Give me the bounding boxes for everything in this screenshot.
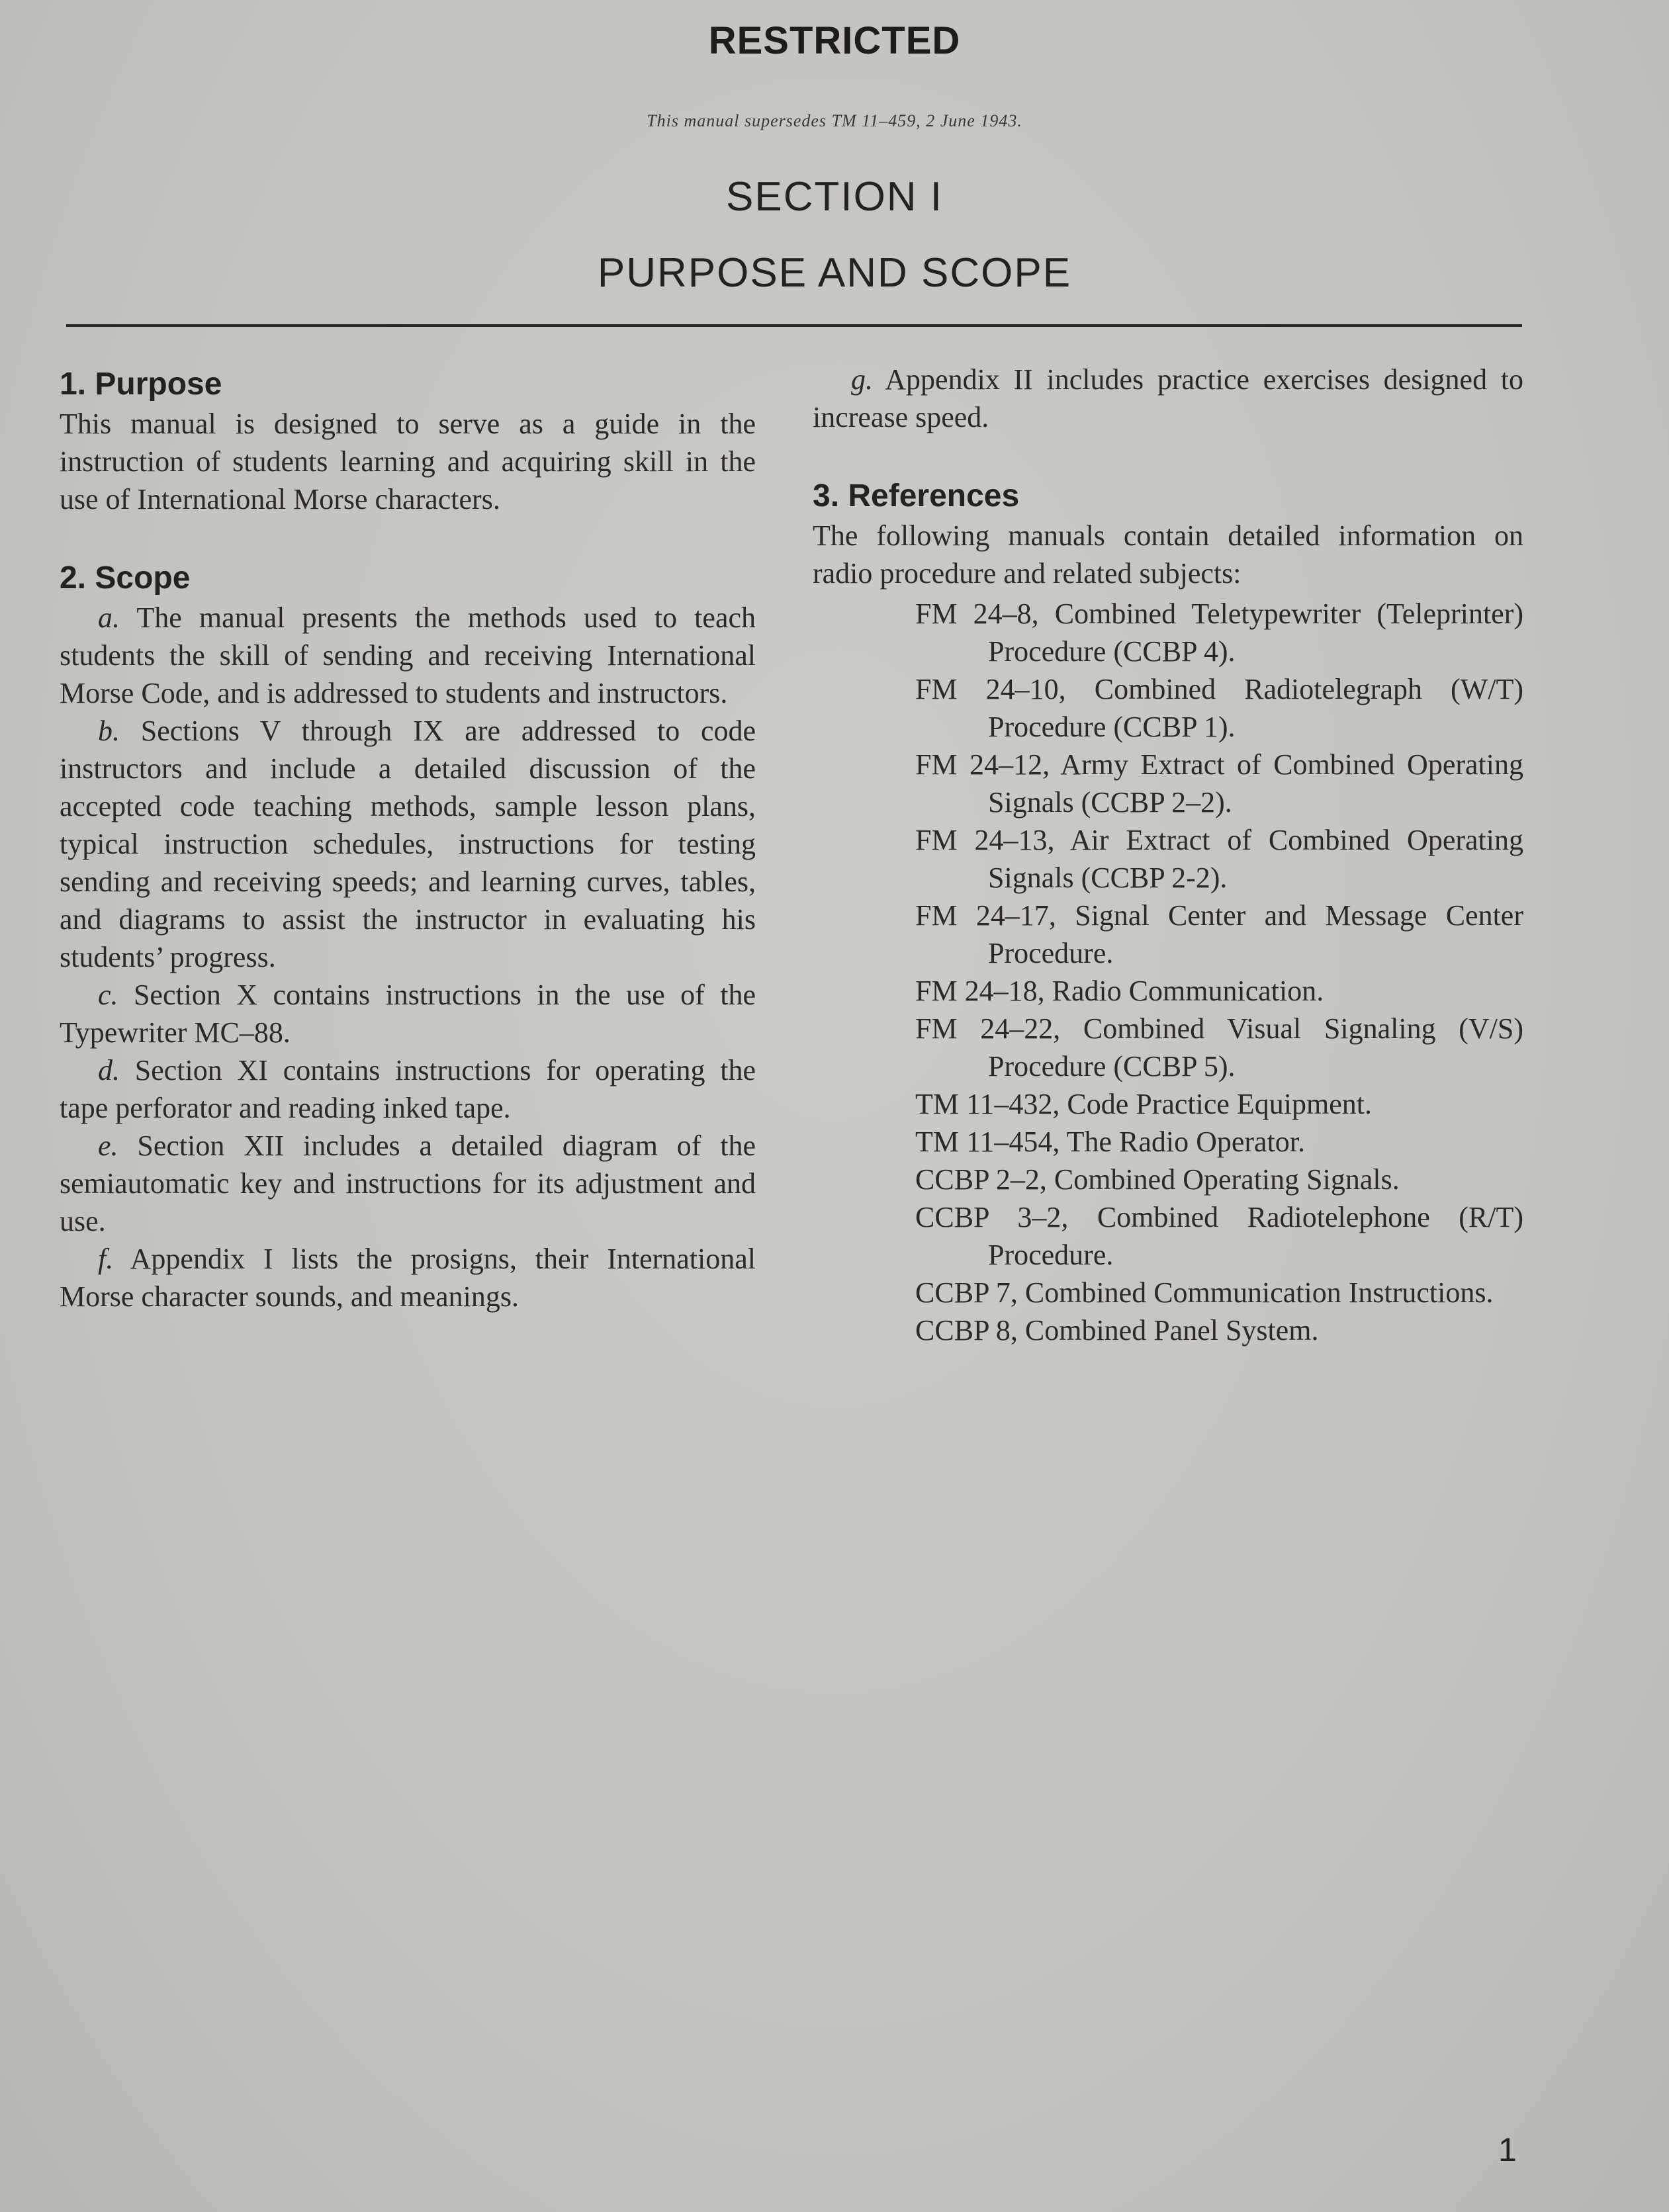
- reference-item: CCBP 2–2, Combined Operating Signals.: [915, 1163, 1400, 1196]
- scope-item: [60, 1127, 756, 1240]
- scope-item-text: Section X contains instructions in the use of the Typewriter MC–88.: [60, 979, 756, 1049]
- scope-item-letter: b.: [98, 715, 120, 747]
- scope-item-text: Section XII includes a detailed diagram of the semiautomatic key and instructions for its adjustment and use.: [60, 1129, 756, 1237]
- reference-item: CCBP 7, Combined Communication Instructions.: [915, 1276, 1494, 1309]
- scope-item-letter: e.: [98, 1129, 118, 1162]
- scope-item-letter: g.: [851, 363, 873, 396]
- scope-heading: 2. Scope: [60, 560, 191, 596]
- scope-item-letter: d.: [98, 1054, 120, 1086]
- section-subtitle: PURPOSE AND SCOPE: [597, 250, 1072, 296]
- scope-item-letter: c.: [98, 979, 118, 1011]
- scope-item: [60, 599, 756, 712]
- reference-item: FM 24–22, Combined Visual Signaling (V/S) Procedure (CCBP 5).: [915, 1012, 1523, 1083]
- references-list: [813, 595, 1523, 1349]
- classification-marking: RESTRICTED: [708, 19, 961, 62]
- left-column: [60, 364, 756, 1315]
- scope-item-letter: a.: [98, 601, 120, 634]
- references-intro: The following manuals contain detailed information on radio procedure and related subjects:: [813, 519, 1523, 590]
- scope-item: [60, 976, 756, 1051]
- reference-item: CCBP 3–2, Combined Radiotelephone (R/T) Procedure.: [915, 1201, 1523, 1271]
- scope-item-text: Section XI contains instructions for operating the tape perforator and reading inked tape.: [60, 1054, 756, 1124]
- reference-item: FM 24–18, Radio Communication.: [915, 975, 1324, 1007]
- scope-item-text: Sections V through IX are addressed to code instructors and include a detailed discussion of the accepted code teaching methods, sample lesson plans, typical instruction schedules, instructions for testing sending and receiving speeds; and learning curves, tables, and diagrams to assist the instructor in evaluating his students’ progress.: [60, 715, 756, 973]
- section-title: SECTION I: [725, 174, 944, 220]
- reference-item: TM 11–454, The Radio Operator.: [915, 1126, 1306, 1158]
- header-divider: [66, 324, 1522, 327]
- reference-item: FM 24–13, Air Extract of Combined Operating Signals (CCBP 2-2).: [915, 824, 1523, 894]
- page-number: 1: [1498, 2131, 1517, 2168]
- supersedes-note: This manual supersedes TM 11–459, 2 June 1943.: [647, 111, 1022, 130]
- scope-item-text: Appendix II includes practice exercises designed to increase speed.: [813, 363, 1524, 433]
- scope-item: [813, 361, 1523, 436]
- scope-item-letter: f.: [98, 1243, 114, 1275]
- scope-item: [60, 1240, 756, 1315]
- reference-item: FM 24–10, Combined Radiotelegraph (W/T) Procedure (CCBP 1).: [915, 673, 1523, 743]
- reference-item: FM 24–17, Signal Center and Message Center Procedure.: [915, 899, 1523, 969]
- scope-item: [60, 712, 756, 976]
- references-heading: 3. References: [813, 478, 1020, 513]
- reference-item: FM 24–12, Army Extract of Combined Operating Signals (CCBP 2–2).: [915, 748, 1523, 818]
- scope-item-text: Appendix I lists the prosigns, their International Morse character sounds, and meanings.: [60, 1243, 756, 1313]
- right-column: [813, 361, 1523, 1349]
- scope-item-text: The manual presents the methods used to teach students the skill of sending and receiving International Morse Code, and is addressed to students and instructors.: [60, 601, 756, 709]
- purpose-paragraph: This manual is designed to serve as a guide in the instruction of students learning and acquiring skill in the use of International Morse characters.: [60, 408, 756, 515]
- reference-item: TM 11–432, Code Practice Equipment.: [915, 1088, 1373, 1120]
- reference-item: FM 24–8, Combined Teletypewriter (Teleprinter) Procedure (CCBP 4).: [915, 597, 1523, 668]
- purpose-heading: 1. Purpose: [60, 367, 222, 402]
- scope-item: [60, 1051, 756, 1127]
- reference-item: CCBP 8, Combined Panel System.: [915, 1314, 1319, 1347]
